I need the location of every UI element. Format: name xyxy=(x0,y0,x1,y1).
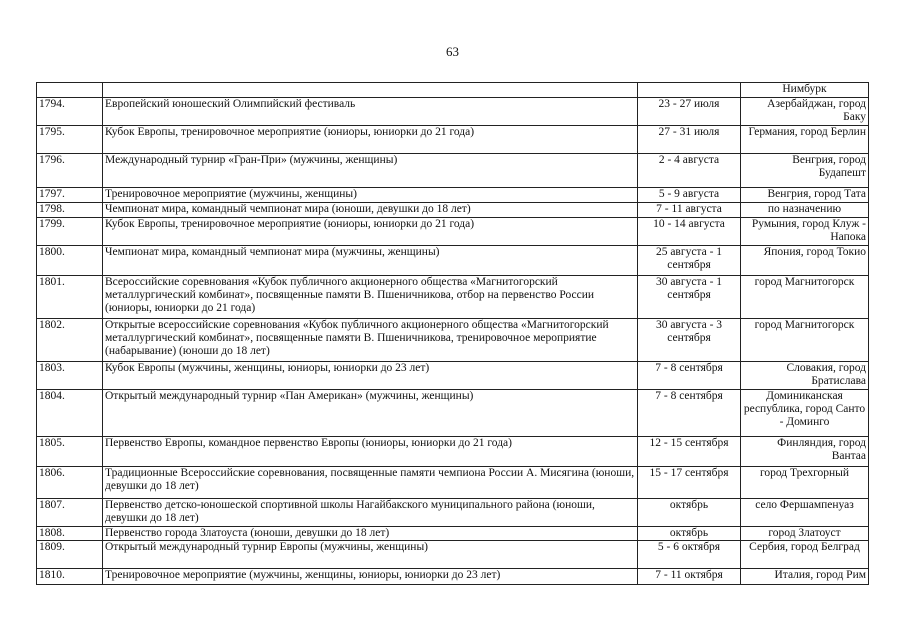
table-row xyxy=(37,218,869,246)
table-row xyxy=(37,390,869,437)
table-row xyxy=(37,541,869,569)
event-place-cell: Италия, город Рим xyxy=(741,569,869,585)
event-place-cell: Венгрия, город Будапешт xyxy=(741,154,869,188)
table-row xyxy=(37,467,869,499)
event-name-cell: Открытый международный турнир «Пан Американ» (мужчины, женщины) xyxy=(103,390,638,437)
table-row xyxy=(37,83,869,98)
event-name-cell: Европейский юношеский Олимпийский фестиваль xyxy=(103,98,638,126)
row-number-cell: 1799. xyxy=(37,218,103,246)
event-name-cell: Чемпионат мира, командный чемпионат мира (юноши, девушки до 18 лет) xyxy=(103,203,638,218)
event-date-cell: 30 августа - 3 сентября xyxy=(638,319,741,362)
event-date-cell: 15 - 17 сентября xyxy=(638,467,741,499)
table-row xyxy=(37,362,869,390)
event-place-cell: город Златоуст xyxy=(741,527,869,541)
row-number-cell: 1806. xyxy=(37,467,103,499)
event-name-cell: Традиционные Всероссийские соревнования, посвященные памяти чемпиона России А. Мисягина (юноши, девушки до 18 лет) xyxy=(103,467,638,499)
event-place-cell: Венгрия, город Тата xyxy=(741,188,869,203)
event-date-cell: 25 августа - 1 сентября xyxy=(638,246,741,276)
event-date-cell: октябрь xyxy=(638,527,741,541)
event-name-cell: Всероссийские соревнования «Кубок публичного акционерного общества «Магнитогорский металлургический комбинат», посвященные памяти В. Пшеничникова, отбор на первенство России (юниоры, юниорки до 21 года) xyxy=(103,276,638,319)
event-place-cell: Румыния, город Клуж - Напока xyxy=(741,218,869,246)
event-place-cell: село Фершампенуаз xyxy=(741,499,869,527)
event-place-cell: Сербия, город Белград xyxy=(741,541,869,569)
event-date-cell: 23 - 27 июля xyxy=(638,98,741,126)
table-row xyxy=(37,527,869,541)
table-row xyxy=(37,499,869,527)
row-number-cell: 1801. xyxy=(37,276,103,319)
page-number: 63 xyxy=(446,44,459,59)
row-number-cell: 1809. xyxy=(37,541,103,569)
row-number-cell: 1810. xyxy=(37,569,103,585)
event-name-cell: Тренировочное мероприятие (мужчины, женщины, юниоры, юниорки до 23 лет) xyxy=(103,569,638,585)
event-name-cell: Чемпионат мира, командный чемпионат мира (мужчины, женщины) xyxy=(103,246,638,276)
event-date-cell: 7 - 8 сентября xyxy=(638,390,741,437)
table-row xyxy=(37,276,869,319)
event-date-cell: 7 - 11 августа xyxy=(638,203,741,218)
row-number-cell: 1803. xyxy=(37,362,103,390)
event-date-cell: 10 - 14 августа xyxy=(638,218,741,246)
table-row xyxy=(37,126,869,154)
event-name-cell: Первенство города Златоуста (юноши, девушки до 18 лет) xyxy=(103,527,638,541)
table-row xyxy=(37,437,869,467)
table-row xyxy=(37,569,869,585)
event-place-cell: Словакия, город Братислава xyxy=(741,362,869,390)
event-place-cell: город Трехгорный xyxy=(741,467,869,499)
event-name-cell: Первенство детско-юношеской спортивной школы Нагайбакского муниципального района (юноши, девушки до 18 лет) xyxy=(103,499,638,527)
event-date-cell: 30 августа - 1 сентября xyxy=(638,276,741,319)
row-number-cell: 1804. xyxy=(37,390,103,437)
row-number-cell: 1795. xyxy=(37,126,103,154)
row-number-cell: 1808. xyxy=(37,527,103,541)
event-place-cell: Азербайджан, город Баку xyxy=(741,98,869,126)
event-place-cell: Германия, город Берлин xyxy=(741,126,869,154)
event-date-cell: 12 - 15 сентября xyxy=(638,437,741,467)
event-name-cell: Кубок Европы (мужчины, женщины, юниоры, юниорки до 23 лет) xyxy=(103,362,638,390)
table-row xyxy=(37,246,869,276)
event-name-cell: Открытый международный турнир Европы (мужчины, женщины) xyxy=(103,541,638,569)
event-place-cell: город Магнитогорск xyxy=(741,276,869,319)
event-name-cell: Тренировочное мероприятие (мужчины, женщины) xyxy=(103,188,638,203)
table-row xyxy=(37,154,869,188)
event-place-cell: Финляндия, город Вантаа xyxy=(741,437,869,467)
event-name-cell: Кубок Европы, тренировочное мероприятие (юниоры, юниорки до 21 года) xyxy=(103,126,638,154)
row-number-cell: 1800. xyxy=(37,246,103,276)
event-date-cell: 27 - 31 июля xyxy=(638,126,741,154)
event-date-cell: 7 - 11 октября xyxy=(638,569,741,585)
event-place-cell: Нимбурк xyxy=(741,83,869,98)
event-name-cell xyxy=(103,83,638,98)
table-row xyxy=(37,98,869,126)
event-date-cell xyxy=(638,83,741,98)
table-row xyxy=(37,188,869,203)
event-place-cell: Япония, город Токио xyxy=(741,246,869,276)
row-number-cell: 1805. xyxy=(37,437,103,467)
row-number-cell: 1796. xyxy=(37,154,103,188)
table-row xyxy=(37,203,869,218)
event-date-cell: 2 - 4 августа xyxy=(638,154,741,188)
event-date-cell: октябрь xyxy=(638,499,741,527)
table-row xyxy=(37,319,869,362)
event-date-cell: 5 - 9 августа xyxy=(638,188,741,203)
event-place-cell: Доминиканская республика, город Санто - Доминго xyxy=(741,390,869,437)
event-place-cell: по назначению xyxy=(741,203,869,218)
row-number-cell: 1807. xyxy=(37,499,103,527)
event-date-cell: 5 - 6 октября xyxy=(638,541,741,569)
events-table xyxy=(36,82,869,585)
event-name-cell: Кубок Европы, тренировочное мероприятие (юниоры, юниорки до 21 года) xyxy=(103,218,638,246)
event-name-cell: Первенство Европы, командное первенство Европы (юниоры, юниорки до 21 года) xyxy=(103,437,638,467)
event-date-cell: 7 - 8 сентября xyxy=(638,362,741,390)
event-place-cell: город Магнитогорск xyxy=(741,319,869,362)
row-number-cell: 1802. xyxy=(37,319,103,362)
row-number-cell: 1794. xyxy=(37,98,103,126)
row-number-cell xyxy=(37,83,103,98)
event-name-cell: Открытые всероссийские соревнования «Кубок публичного акционерного общества «Магнитогорский металлургический комбинат», посвященные памяти В. Пшеничникова, тренировочное мероприятие (набарывание) (юноши до 18 лет) xyxy=(103,319,638,362)
row-number-cell: 1797. xyxy=(37,188,103,203)
row-number-cell: 1798. xyxy=(37,203,103,218)
event-name-cell: Международный турнир «Гран-При» (мужчины, женщины) xyxy=(103,154,638,188)
